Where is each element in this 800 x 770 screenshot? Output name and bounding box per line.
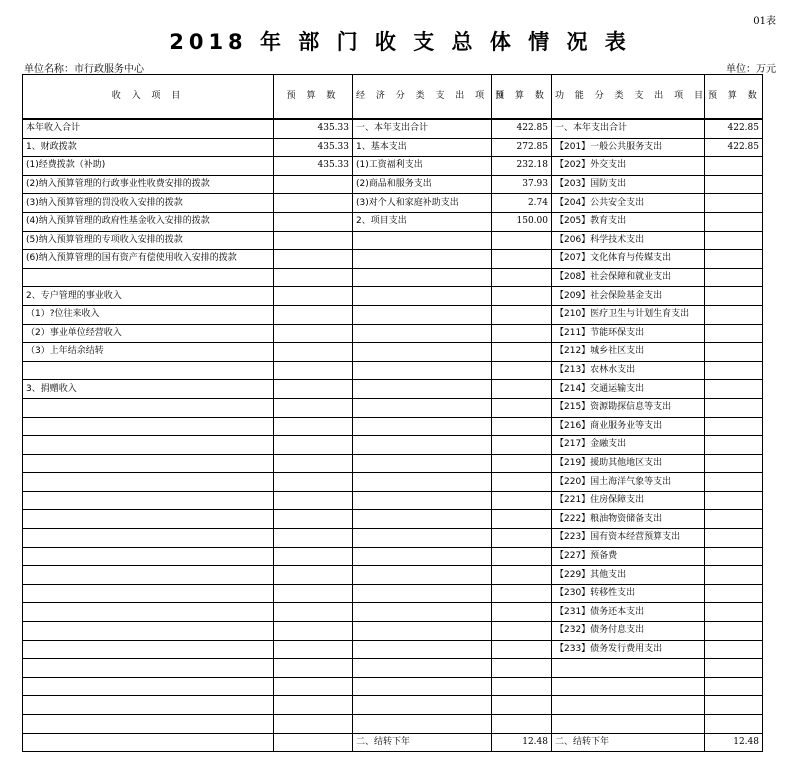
cell-econ-item <box>353 380 492 399</box>
cell-func-item: 【203】国防支出 <box>552 175 705 194</box>
cell-func-item: 【231】债务还本支出 <box>552 603 705 622</box>
cell-income-item: 1、财政拨款 <box>23 138 274 157</box>
cell-income-budget <box>274 640 353 659</box>
cell-func-item: 【227】预备费 <box>552 547 705 566</box>
header-econ-item: 经 济 分 类 支 出 项 目 <box>353 75 492 120</box>
table-row <box>23 398 763 417</box>
cell-econ-item <box>353 436 492 455</box>
cell-econ-budget <box>492 603 552 622</box>
cell-income-item <box>23 491 274 510</box>
cell-econ-item: (1)工资福利支出 <box>353 157 492 176</box>
header-func-item: 功 能 分 类 支 出 项 目 <box>552 75 705 120</box>
cell-func-budget <box>705 473 763 492</box>
cell-income-item: (6)纳入预算管理的国有资产有偿使用收入安排的拨款 <box>23 250 274 269</box>
cell-econ-budget: 232.18 <box>492 157 552 176</box>
cell-econ-item: (3)对个人和家庭补助支出 <box>353 194 492 213</box>
cell-income-item <box>23 715 274 734</box>
cell-func-budget <box>705 454 763 473</box>
cell-income-budget <box>274 212 353 231</box>
cell-income-item: (5)纳入预算管理的专项收入安排的拨款 <box>23 231 274 250</box>
cell-func-budget <box>705 231 763 250</box>
cell-econ-item <box>353 659 492 678</box>
cell-income-item <box>23 584 274 603</box>
cell-income-item <box>23 473 274 492</box>
cell-income-item <box>23 566 274 585</box>
table-row <box>23 473 763 492</box>
cell-func-budget <box>705 603 763 622</box>
cell-econ-budget <box>492 510 552 529</box>
cell-econ-item <box>353 529 492 548</box>
table-row <box>23 622 763 641</box>
cell-income-budget <box>274 268 353 287</box>
cell-func-item <box>552 677 705 696</box>
cell-income-budget <box>274 473 353 492</box>
cell-func-item <box>552 659 705 678</box>
cell-func-budget <box>705 529 763 548</box>
cell-econ-budget <box>492 622 552 641</box>
cell-econ-item <box>353 715 492 734</box>
cell-income-budget <box>274 361 353 380</box>
cell-econ-budget <box>492 566 552 585</box>
cell-econ-budget: 422.85 <box>492 119 552 138</box>
cell-func-item: 【201】一般公共服务支出 <box>552 138 705 157</box>
cell-econ-budget <box>492 305 552 324</box>
table-row <box>23 696 763 715</box>
table-row <box>23 510 763 529</box>
cell-func-item: 【209】社会保险基金支出 <box>552 287 705 306</box>
cell-income-budget <box>274 324 353 343</box>
cell-func-budget <box>705 715 763 734</box>
cell-income-budget <box>274 436 353 455</box>
table-row <box>23 529 763 548</box>
cell-econ-budget <box>492 715 552 734</box>
cell-func-budget <box>705 212 763 231</box>
cell-income-item: （2）事业单位经营收入 <box>23 324 274 343</box>
cell-econ-budget: 150.00 <box>492 212 552 231</box>
cell-econ-budget <box>492 436 552 455</box>
cell-econ-budget <box>492 417 552 436</box>
table-row <box>23 566 763 585</box>
table-row <box>23 268 763 287</box>
cell-func-budget <box>705 491 763 510</box>
table-row <box>23 491 763 510</box>
cell-func-budget <box>705 622 763 641</box>
cell-income-budget <box>274 491 353 510</box>
cell-func-budget <box>705 268 763 287</box>
cell-income-item: （3）上年结余结转 <box>23 343 274 362</box>
cell-func-item: 【230】转移性支出 <box>552 584 705 603</box>
cell-func-budget <box>705 324 763 343</box>
table-row <box>23 138 763 157</box>
cell-econ-item <box>353 231 492 250</box>
cell-income-budget <box>274 696 353 715</box>
cell-income-budget <box>274 417 353 436</box>
cell-func-budget: 422.85 <box>705 138 763 157</box>
cell-econ-budget <box>492 640 552 659</box>
table-row <box>23 324 763 343</box>
cell-func-item: 【216】商业服务业等支出 <box>552 417 705 436</box>
cell-econ-budget <box>492 361 552 380</box>
cell-econ-budget <box>492 324 552 343</box>
cell-func-budget <box>705 677 763 696</box>
cell-econ-item <box>353 622 492 641</box>
cell-econ-budget: 2.74 <box>492 194 552 213</box>
cell-econ-budget <box>492 584 552 603</box>
cell-func-budget <box>705 566 763 585</box>
cell-func-budget <box>705 417 763 436</box>
cell-income-item <box>23 417 274 436</box>
form-number: 01表 <box>753 16 776 27</box>
cell-econ-budget <box>492 231 552 250</box>
cell-econ-item <box>353 677 492 696</box>
cell-econ-item: 二、结转下年 <box>353 733 492 752</box>
table-row <box>23 194 763 213</box>
cell-income-item <box>23 268 274 287</box>
cell-econ-item <box>353 398 492 417</box>
cell-income-budget <box>274 622 353 641</box>
cell-income-budget <box>274 194 353 213</box>
cell-func-item: 【210】医疗卫生与计划生育支出 <box>552 305 705 324</box>
cell-func-item: 【215】资源勘探信息等支出 <box>552 398 705 417</box>
cell-income-item: (4)纳入预算管理的政府性基金收入安排的拨款 <box>23 212 274 231</box>
cell-func-budget <box>705 696 763 715</box>
table-row <box>23 733 763 752</box>
cell-econ-item <box>353 417 492 436</box>
table-row <box>23 157 763 176</box>
cell-econ-item: 2、项目支出 <box>353 212 492 231</box>
cell-econ-item: 一、本年支出合计 <box>353 119 492 138</box>
cell-econ-budget <box>492 343 552 362</box>
cell-func-item: 【213】农林水支出 <box>552 361 705 380</box>
cell-income-budget <box>274 380 353 399</box>
table-row <box>23 231 763 250</box>
cell-econ-item <box>353 603 492 622</box>
cell-income-item <box>23 640 274 659</box>
cell-func-budget <box>705 380 763 399</box>
cell-econ-item <box>353 491 492 510</box>
cell-econ-item <box>353 324 492 343</box>
cell-func-budget <box>705 194 763 213</box>
table-row <box>23 250 763 269</box>
table-row <box>23 343 763 362</box>
cell-econ-budget <box>492 547 552 566</box>
cell-income-item <box>23 361 274 380</box>
cell-income-item <box>23 696 274 715</box>
header-func-budget: 预 算 数 <box>705 75 763 120</box>
cell-income-budget <box>274 566 353 585</box>
cell-income-item <box>23 659 274 678</box>
cell-income-item: 2、专户管理的事业收入 <box>23 287 274 306</box>
cell-func-item: 【232】债务付息支出 <box>552 622 705 641</box>
cell-income-item: (1)经费拨款（补助) <box>23 157 274 176</box>
cell-func-budget <box>705 361 763 380</box>
cell-econ-item <box>353 566 492 585</box>
cell-econ-budget: 272.85 <box>492 138 552 157</box>
cell-func-item: 二、结转下年 <box>552 733 705 752</box>
table-row <box>23 212 763 231</box>
header-income-item: 收 入 项 目 <box>23 75 274 120</box>
cell-econ-item <box>353 473 492 492</box>
cell-econ-budget <box>492 473 552 492</box>
table-row <box>23 380 763 399</box>
cell-func-item: 【208】社会保障和就业支出 <box>552 268 705 287</box>
cell-func-item: 【206】科学技术支出 <box>552 231 705 250</box>
cell-econ-item <box>353 305 492 324</box>
unit-name: 单位名称：市行政服务中心 <box>24 64 144 75</box>
cell-income-budget <box>274 343 353 362</box>
cell-income-budget <box>274 510 353 529</box>
table-row <box>23 547 763 566</box>
cell-func-budget <box>705 640 763 659</box>
cell-income-budget <box>274 659 353 678</box>
cell-income-item: 3、捐赠收入 <box>23 380 274 399</box>
cell-income-item <box>23 733 274 752</box>
cell-income-budget <box>274 175 353 194</box>
cell-func-item: 【219】援助其他地区支出 <box>552 454 705 473</box>
cell-econ-budget <box>492 380 552 399</box>
cell-income-item <box>23 510 274 529</box>
cell-income-budget <box>274 677 353 696</box>
cell-income-budget <box>274 305 353 324</box>
cell-func-budget <box>705 659 763 678</box>
cell-func-budget <box>705 398 763 417</box>
cell-func-item: 【229】其他支出 <box>552 566 705 585</box>
cell-econ-budget <box>492 250 552 269</box>
cell-econ-item <box>353 287 492 306</box>
cell-econ-item <box>353 361 492 380</box>
cell-income-budget <box>274 603 353 622</box>
cell-func-budget <box>705 436 763 455</box>
cell-func-budget <box>705 510 763 529</box>
cell-econ-budget: 37.93 <box>492 175 552 194</box>
cell-income-budget: 435.33 <box>274 138 353 157</box>
budget-table <box>22 74 763 752</box>
table-row <box>23 287 763 306</box>
table-row <box>23 454 763 473</box>
cell-func-budget <box>705 547 763 566</box>
cell-econ-budget <box>492 677 552 696</box>
table-row <box>23 361 763 380</box>
cell-income-item <box>23 436 274 455</box>
cell-income-budget <box>274 231 353 250</box>
table-row <box>23 305 763 324</box>
cell-income-budget <box>274 715 353 734</box>
cell-income-budget <box>274 547 353 566</box>
cell-econ-budget <box>492 398 552 417</box>
cell-func-item: 【204】公共安全支出 <box>552 194 705 213</box>
cell-income-budget <box>274 733 353 752</box>
cell-income-item <box>23 529 274 548</box>
cell-income-item: (2)纳入预算管理的行政事业性收费安排的拨款 <box>23 175 274 194</box>
cell-func-budget <box>705 343 763 362</box>
cell-func-item: 【233】债务发行费用支出 <box>552 640 705 659</box>
cell-income-budget <box>274 529 353 548</box>
cell-func-budget <box>705 157 763 176</box>
table-body <box>23 119 763 752</box>
cell-func-item: 【221】住房保障支出 <box>552 491 705 510</box>
cell-income-item: (3)纳入预算管理的罚没收入安排的拨款 <box>23 194 274 213</box>
cell-func-item: 【220】国土海洋气象等支出 <box>552 473 705 492</box>
cell-econ-budget <box>492 287 552 306</box>
table-row <box>23 417 763 436</box>
cell-econ-item <box>353 250 492 269</box>
cell-func-item: 【207】文化体育与传媒支出 <box>552 250 705 269</box>
table-row <box>23 640 763 659</box>
table-row <box>23 119 763 138</box>
header-econ-budget: 预 算 数 <box>492 75 552 120</box>
table-row <box>23 603 763 622</box>
cell-income-budget <box>274 287 353 306</box>
cell-func-item: 【205】教育支出 <box>552 212 705 231</box>
cell-income-item: 本年收入合计 <box>23 119 274 138</box>
header-income-budget: 预 算 数 <box>274 75 353 120</box>
table-row <box>23 659 763 678</box>
cell-income-item <box>23 603 274 622</box>
cell-income-item: （1）?位往来收入 <box>23 305 274 324</box>
cell-econ-item: 1、基本支出 <box>353 138 492 157</box>
table-row <box>23 584 763 603</box>
cell-income-budget: 435.33 <box>274 119 353 138</box>
cell-func-budget: 12.48 <box>705 733 763 752</box>
cell-econ-budget <box>492 268 552 287</box>
cell-econ-budget <box>492 696 552 715</box>
cell-econ-item <box>353 510 492 529</box>
cell-func-item: 【212】城乡社区支出 <box>552 343 705 362</box>
table-row <box>23 677 763 696</box>
cell-econ-budget: 12.48 <box>492 733 552 752</box>
cell-econ-budget <box>492 659 552 678</box>
cell-func-budget <box>705 287 763 306</box>
cell-econ-item <box>353 696 492 715</box>
cell-func-budget <box>705 175 763 194</box>
cell-econ-budget <box>492 491 552 510</box>
cell-func-item: 【214】交通运输支出 <box>552 380 705 399</box>
cell-income-budget: 435.33 <box>274 157 353 176</box>
cell-func-item: 【202】外交支出 <box>552 157 705 176</box>
cell-func-budget: 422.85 <box>705 119 763 138</box>
cell-func-budget <box>705 584 763 603</box>
cell-income-item <box>23 398 274 417</box>
cell-income-budget <box>274 454 353 473</box>
table-row <box>23 436 763 455</box>
cell-econ-budget <box>492 529 552 548</box>
cell-func-item <box>552 715 705 734</box>
cell-func-item: 【217】金融支出 <box>552 436 705 455</box>
cell-func-item: 【222】粮油物资储备支出 <box>552 510 705 529</box>
page-title: 2018 年 部 门 收 支 总 体 情 况 表 <box>169 30 631 54</box>
cell-func-budget <box>705 305 763 324</box>
cell-income-budget <box>274 250 353 269</box>
cell-income-budget <box>274 398 353 417</box>
header-row <box>23 75 763 120</box>
cell-income-item <box>23 547 274 566</box>
cell-func-budget <box>705 250 763 269</box>
cell-income-item <box>23 622 274 641</box>
cell-econ-item <box>353 584 492 603</box>
cell-income-item <box>23 677 274 696</box>
table-row <box>23 175 763 194</box>
cell-econ-item <box>353 268 492 287</box>
cell-func-item: 【223】国有资本经营预算支出 <box>552 529 705 548</box>
cell-econ-budget <box>492 454 552 473</box>
cell-income-budget <box>274 584 353 603</box>
cell-func-item: 一、本年支出合计 <box>552 119 705 138</box>
cell-econ-item <box>353 343 492 362</box>
cell-func-item <box>552 696 705 715</box>
cell-func-item: 【211】节能环保支出 <box>552 324 705 343</box>
cell-econ-item <box>353 454 492 473</box>
table-row <box>23 715 763 734</box>
unit-measure: 单位：万元 <box>726 64 776 75</box>
cell-income-item <box>23 454 274 473</box>
cell-econ-item <box>353 547 492 566</box>
cell-econ-item: (2)商品和服务支出 <box>353 175 492 194</box>
cell-econ-item <box>353 640 492 659</box>
